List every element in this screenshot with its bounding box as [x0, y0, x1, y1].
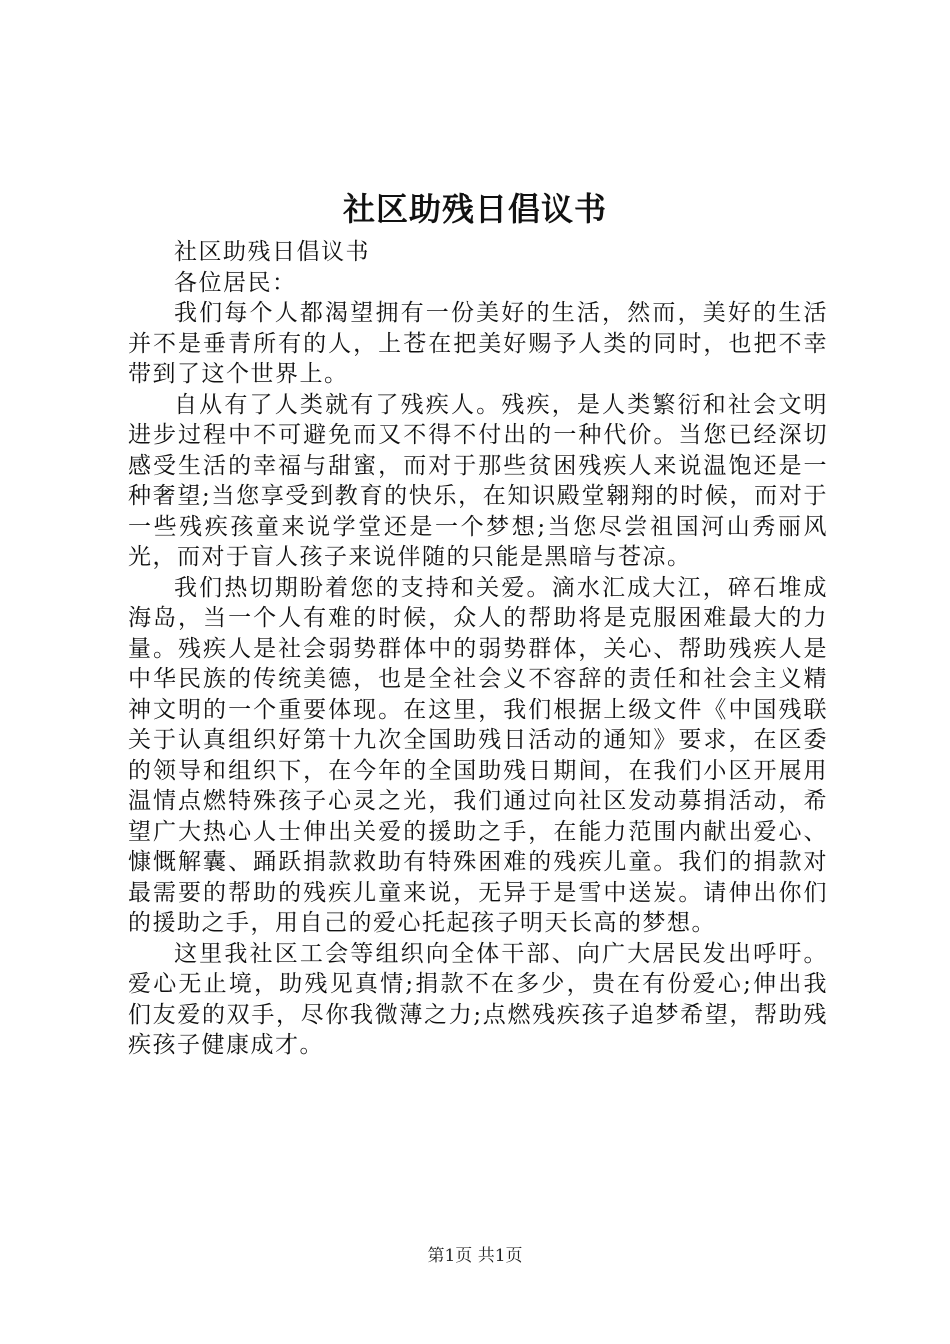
document-title: 社区助残日倡议书: [342, 190, 607, 228]
page-number-footer: 第1页 共1页: [427, 1246, 523, 1266]
paragraph-1: 我们每个人都渴望拥有一份美好的生活，然而，美好的生活并不是垂青所有的人，上苍在把美好赐予人类的同时，也把不幸带到了这个世界上。: [128, 300, 828, 387]
paragraph-2: 自从有了人类就有了残疾人。残疾，是人类繁衍和社会文明进步过程中不可避免而又不得不付出的一种代价。当您已经深切感受生活的幸福与甜蜜，而对于那些贫困残疾人来说温饱还是一种奢望;当您享受到教育的快乐，在知识殿堂翱翔的时候，而对于一些残疾孩童来说学堂还是一个梦想;当您尽尝祖国河山秀丽风光，而对于盲人孩子来说伴随的只能是黑暗与苍凉。: [128, 391, 828, 570]
paragraph-3: 我们热切期盼着您的支持和关爱。滴水汇成大江，碎石堆成海岛，当一个人有难的时候，众人的帮助将是克服困难最大的力量。残疾人是社会弱势群体中的弱势群体，关心、帮助残疾人是中华民族的传统美德，也是全社会义不容辞的责任和社会主义精神文明的一个重要体现。在这里，我们根据上级文件《中国残联关于认真组织好第十九次全国助残日活动的通知》要求，在区委的领导和组织下，在今年的全国助残日期间，在我们小区开展用温情点燃特殊孩子心灵之光，我们通过向社区发动募捐活动，希望广大热心人士伸出关爱的援助之手，在能力范围内献出爱心、慷慨解囊、踊跃捐款救助有特殊困难的残疾儿童。我们的捐款对最需要的帮助的残疾儿童来说，无异于是雪中送炭。请伸出你们的援助之手，用自己的爱心托起孩子明天长高的梦想。: [128, 574, 828, 936]
paragraph-4: 这里我社区工会等组织向全体干部、向广大居民发出呼吁。爱心无止境，助残见真情;捐款不在多少，贵在有份爱心;伸出我们友爱的双手，尽你我微薄之力;点燃残疾孩子追梦希望，帮助残疾孩子健康成才。: [128, 940, 828, 1058]
paragraph-salutation: 各位居民：: [174, 269, 297, 296]
paragraph-subtitle: 社区助残日倡议书: [174, 239, 370, 265]
document-body: [128, 237, 828, 1061]
